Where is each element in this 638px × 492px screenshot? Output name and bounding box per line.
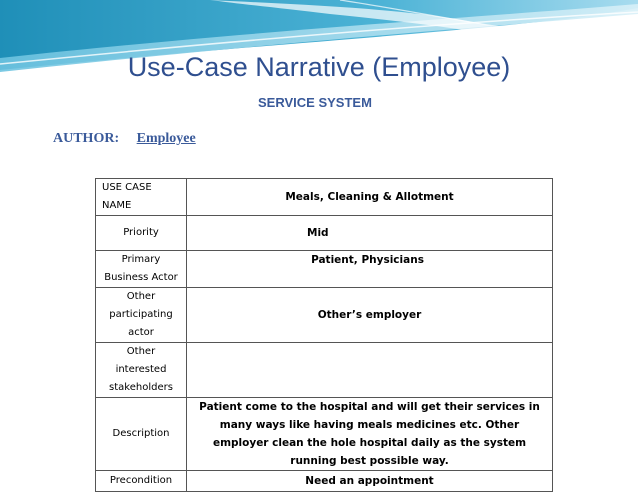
author-name: Employee: [136, 131, 196, 146]
table-row: [96, 343, 553, 398]
table-row: [96, 288, 553, 343]
table-row: [96, 179, 553, 216]
row-key: Precondition: [96, 471, 187, 492]
row-value: Other’s employer: [187, 288, 553, 343]
row-value: Patient come to the hospital and will get their services in many ways like having meals medicines etc. Other employer clean the hole hospital daily as the system running best possible way.: [187, 398, 553, 471]
author-label: AUTHOR:: [53, 131, 120, 146]
row-value: Need an appointment: [187, 471, 553, 492]
table-row: [96, 398, 553, 471]
page-title: Use-Case Narrative (Employee): [127, 52, 511, 82]
row-key: USE CASE NAME: [96, 179, 187, 216]
table-row: [96, 251, 553, 288]
row-key: Other participating actor: [96, 288, 187, 343]
table-row: [96, 216, 553, 251]
row-value: [187, 343, 553, 398]
table-row: [96, 471, 553, 492]
use-case-table: [95, 178, 553, 492]
row-value: Mid: [187, 216, 553, 251]
row-key: Other interested stakeholders: [96, 343, 187, 398]
author-row: [53, 131, 196, 147]
row-key: Description: [96, 398, 187, 471]
row-value: Patient, Physicians: [187, 251, 553, 288]
row-value: Meals, Cleaning & Allotment: [187, 179, 553, 216]
row-key: Primary Business Actor: [96, 251, 187, 288]
row-key: Priority: [96, 216, 187, 251]
page-subtitle: SERVICE SYSTEM: [258, 95, 372, 110]
